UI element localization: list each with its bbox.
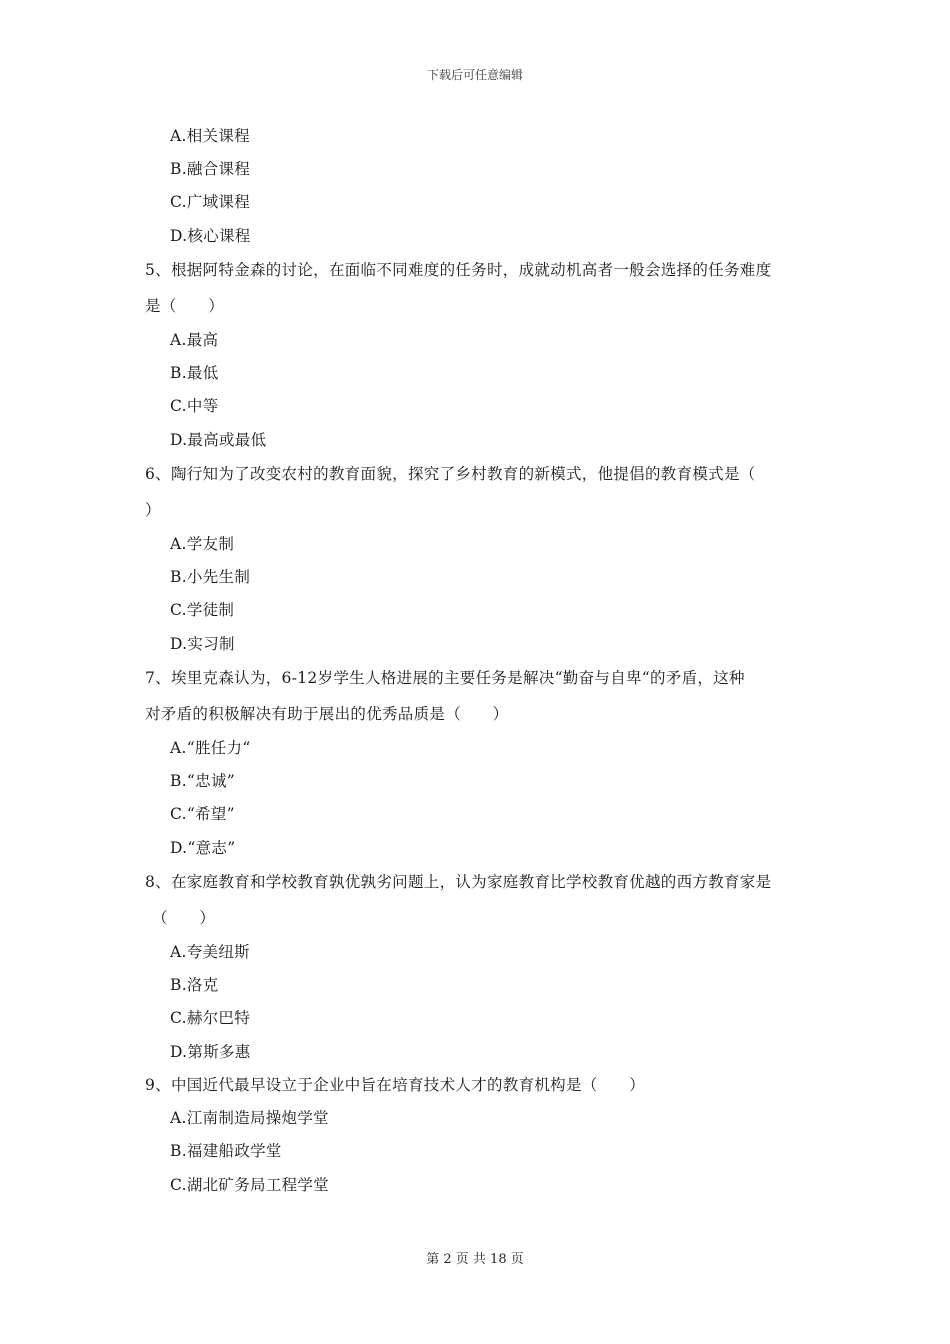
option-line: C.“希望” <box>170 805 235 823</box>
option-line: B.最低 <box>170 364 219 382</box>
question-continuation: 是（ ） <box>145 297 225 315</box>
option-line: B.洛克 <box>170 976 219 994</box>
option-line: C.赫尔巴特 <box>170 1009 251 1027</box>
option-line: A.“胜任力“ <box>170 739 251 757</box>
option-line: C.广域课程 <box>170 193 251 211</box>
question-line: 6、陶行知为了改变农村的教育面貌，探究了乡村教育的新模式，他提倡的教育模式是（ <box>145 465 756 483</box>
question-line: 5、根据阿特金森的讨论，在面临不同难度的任务时，成就动机高者一般会选择的任务难度 <box>145 261 772 279</box>
option-line: A.江南制造局操炮学堂 <box>170 1109 329 1127</box>
option-line: D.最高或最低 <box>170 431 267 449</box>
option-line: C.中等 <box>170 397 219 415</box>
question-continuation: （ ） <box>152 909 216 927</box>
option-line: D.“意志” <box>170 839 236 857</box>
question-line: 9、中国近代最早设立于企业中旨在培育技术人才的教育机构是（ ） <box>145 1076 645 1094</box>
option-line: A.学友制 <box>170 535 235 553</box>
question-line: 8、在家庭教育和学校教育孰优孰劣问题上，认为家庭教育比学校教育优越的西方教育家是 <box>145 873 772 891</box>
question-continuation: 对矛盾的积极解决有助于展出的优秀品质是（ ） <box>145 705 509 723</box>
option-line: A.相关课程 <box>170 127 250 145</box>
option-line: A.最高 <box>170 331 219 349</box>
page-footer: 第 2 页 共 18 页 <box>426 1252 524 1267</box>
option-line: B.福建船政学堂 <box>170 1142 282 1160</box>
option-line: C.学徒制 <box>170 601 235 619</box>
option-line: C.湖北矿务局工程学堂 <box>170 1176 330 1194</box>
option-line: B.融合课程 <box>170 160 251 178</box>
option-line: B.“忠诚” <box>170 772 235 790</box>
option-line: B.小先生制 <box>170 568 251 586</box>
option-line: D.实习制 <box>170 635 235 653</box>
option-line: A.夸美纽斯 <box>170 943 250 961</box>
option-line: D.第斯多惠 <box>170 1043 251 1061</box>
question-continuation: ） <box>145 501 161 519</box>
option-line: D.核心课程 <box>170 227 251 245</box>
page-header: 下载后可任意编辑 <box>426 68 523 82</box>
question-line: 7、埃里克森认为，6-12岁学生人格进展的主要任务是解决“勤奋与自卑“的矛盾，这种 <box>145 669 745 687</box>
